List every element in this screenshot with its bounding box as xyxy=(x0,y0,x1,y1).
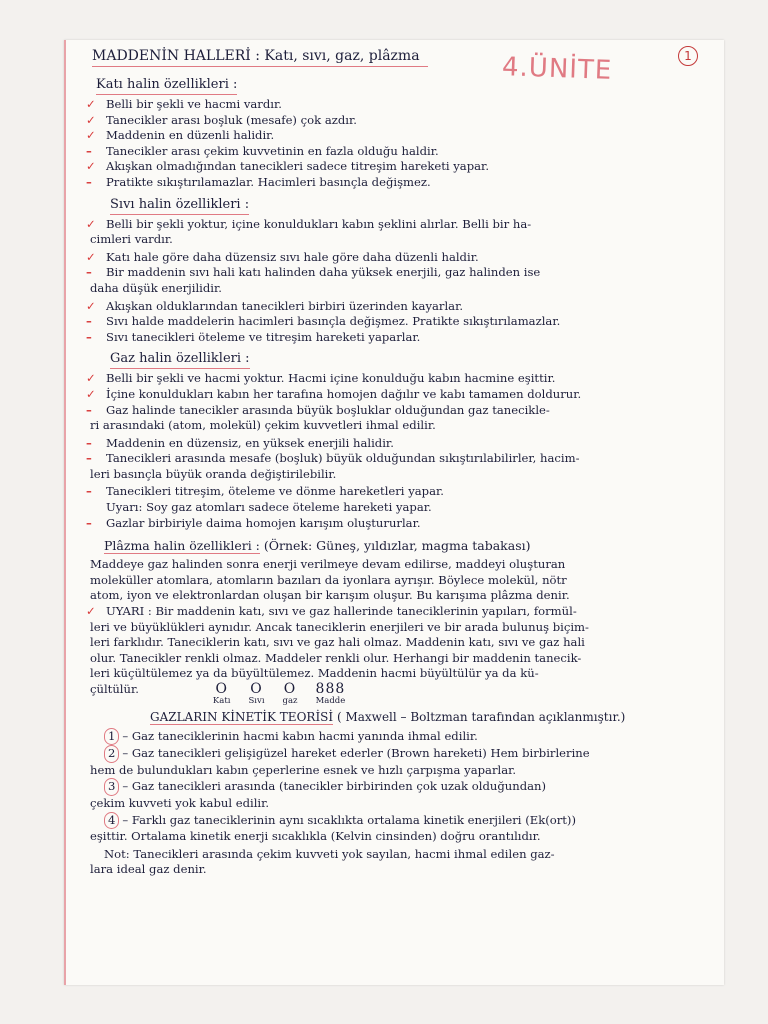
warning-text-line: olur. Tanecikler renkli olmaz. Maddeler renkli olur. Herhangi bir maddenin tanecik- xyxy=(90,650,582,665)
item-number: 1 xyxy=(104,728,119,746)
liquid-item-cont: cimleri vardır. xyxy=(90,232,173,247)
liquid-circle-icon: O xyxy=(250,681,263,697)
solid-item: ✓ Tanecikler arası boşluk (mesafe) çok azdır. xyxy=(86,112,357,127)
kinetic-item: 4 – Farklı gaz taneciklerinin aynı sıcaklıkta ortalama kinetik enerjileri (Ek(ort)) xyxy=(90,812,710,830)
state-label: Sıvı xyxy=(248,696,265,706)
check-mark-icon: ✓ xyxy=(86,112,96,127)
check-mark-icon: ✓ xyxy=(86,159,96,174)
item-number: 4 xyxy=(104,812,119,830)
gas-item: ✓ Belli bir şekli ve hacmi yoktur. Hacmi içine konulduğu kabın hacmine eşittir. xyxy=(86,371,556,386)
dash-mark-icon: – xyxy=(86,402,92,417)
liquid-item: ✓ Katı hale göre daha düzensiz sıvı hale göre daha düzenli haldir. xyxy=(86,249,479,264)
gas-item: – Gazlar birbiriyle daima homojen karışım oluştururlar. xyxy=(86,515,421,530)
dash-mark-icon: – xyxy=(86,174,92,189)
plasma-section xyxy=(86,537,710,708)
dash-mark-icon: – xyxy=(86,435,92,450)
plasma-paragraph-line: Maddeye gaz halinden sonra enerji verilmeye devam edilirse, maddeyi oluşturan xyxy=(90,557,566,572)
dash-mark-icon: – xyxy=(86,484,92,499)
dash-mark-icon: – xyxy=(86,265,92,280)
kinetic-item-cont: eşittir. Ortalama kinetik enerji sıcaklıkla (Kelvin cinsinden) doğru orantılıdır. xyxy=(90,829,541,844)
gas-heading: Gaz halin özellikleri : xyxy=(110,349,250,369)
check-mark-icon: ✓ xyxy=(86,298,96,313)
note-line: lara ideal gaz denir. xyxy=(90,862,207,877)
item-number: 3 xyxy=(104,778,119,796)
plasma-heading: Plâzma halin özellikleri : xyxy=(104,538,260,554)
gas-section xyxy=(86,345,710,531)
liquid-item: ✓ Akışkan olduklarından tanecikleri birbiri üzerinden kayarlar. xyxy=(86,298,464,313)
item-number: 2 xyxy=(104,745,119,763)
liquid-item: – Sıvı halde maddelerin hacimleri basınçla değişmez. Pratikte sıkıştırılamazlar. xyxy=(86,314,561,329)
page-number: 1 xyxy=(678,46,698,66)
gas-item: – Tanecikleri arasında mesafe (boşluk) büyük olduğundan sıkıştırılabilirler, hacim- xyxy=(86,451,580,466)
liquid-heading: Sıvı halin özellikleri : xyxy=(110,195,249,215)
note-line: Not: Tanecikleri arasında çekim kuvveti yok sayılan, hacmi ihmal edilen gaz- xyxy=(104,846,555,861)
kinetic-item-cont: hem de bulundukları kabın çeperlerine esnek ve hızlı çarpışma yaparlar. xyxy=(90,762,517,777)
dash-mark-icon: – xyxy=(86,314,92,329)
kinetic-section xyxy=(90,710,710,878)
state-solid xyxy=(213,682,231,706)
state-label: gaz xyxy=(282,696,298,706)
plasma-paragraph-line: moleküller atomlara, atomların bazıları da iyonlara ayrışır. Böylece molekül, nötr xyxy=(90,572,567,587)
state-gas xyxy=(283,682,298,706)
solid-section xyxy=(86,71,710,191)
unit-label: 4.ÜNİTE xyxy=(501,52,613,86)
page-title: MADDENİN HALLERİ : Katı, sıvı, gaz, plâzma xyxy=(92,46,428,67)
solid-item: – Pratikte sıkıştırılamazlar. Hacimleri basınçla değişmez. xyxy=(86,174,431,189)
solid-circle-icon: O xyxy=(215,681,228,697)
gas-item-cont: leri basınçla büyük oranda değiştirilebilir. xyxy=(90,466,337,481)
gas-item-cont: ri arasındaki (atom, molekül) çekim kuvvetleri ihmal edilir. xyxy=(90,418,436,433)
check-mark-icon: ✓ xyxy=(86,371,96,386)
kinetic-item-cont: çekim kuvveti yok kabul edilir. xyxy=(90,795,270,810)
check-mark-icon: ✓ xyxy=(86,386,96,401)
check-mark-icon: ✓ xyxy=(86,249,96,264)
dash-mark-icon: – xyxy=(86,143,92,158)
check-mark-icon: ✓ xyxy=(86,604,96,619)
gas-item: – Gaz halinde tanecikler arasında büyük boşluklar olduğundan gaz tanecikle- xyxy=(86,402,550,417)
warning-line: ✓ UYARI : Bir maddenin katı, sıvı ve gaz hallerinde taneciklerinin yapıları, formül- xyxy=(86,604,577,619)
solid-item: – Tanecikler arası çekim kuvvetinin en fazla olduğu haldir. xyxy=(86,143,439,158)
kinetic-heading: GAZLARIN KİNETİK TEORİSİ xyxy=(150,710,334,724)
dash-mark-icon: – xyxy=(86,515,92,530)
solid-heading: Katı halin özellikleri : xyxy=(96,75,237,95)
margin-line xyxy=(64,40,66,985)
plasma-example: (Örnek: Güneş, yıldızlar, magma tabakası) xyxy=(263,538,531,554)
liquid-section xyxy=(86,191,710,346)
check-mark-icon: ✓ xyxy=(86,216,96,231)
warning-text-line: leri farklıdır. Taneciklerin katı, sıvı ve gaz hali olmaz. Maddenin katı, sıvı ve gaz hali xyxy=(90,635,585,650)
liquid-item: – Sıvı tanecikleri öteleme ve titreşim hareketi yaparlar. xyxy=(86,329,421,344)
liquid-item-cont: daha düşük enerjilidir. xyxy=(90,280,222,295)
warning-text-line: çültülür. xyxy=(90,682,139,696)
solid-item: ✓ Belli bir şekli ve hacmi vardır. xyxy=(86,97,282,111)
gas-item: ✓ İçine konuldukları kabın her tarafına homojen dağılır ve kabı tamamen doldurur. xyxy=(86,386,582,401)
warning-last-row xyxy=(90,682,710,708)
kinetic-item: 1 – Gaz taneciklerinin hacmi kabın hacmi yanında ihmal edilir. xyxy=(90,728,710,746)
dash-mark-icon: – xyxy=(86,329,92,344)
notebook-page xyxy=(64,40,724,985)
kinetic-item: 2 – Gaz tanecikleri gelişigüzel hareket ederler (Brown hareketi) Hem birbirlerine xyxy=(90,745,710,763)
liquid-item: ✓ Belli bir şekli yoktur, içine konuldukları kabın şeklini alırlar. Belli bir ha- xyxy=(86,216,532,231)
gas-warning: Uyarı: Soy gaz atomları sadece öteleme hareketi yapar. xyxy=(106,500,432,515)
gas-circle-icon: O xyxy=(283,681,297,697)
solid-item: ✓ Maddenin en düzenli halidir. xyxy=(86,128,275,143)
page-content xyxy=(86,46,710,878)
gas-item: – Tanecikleri titreşim, öteleme ve dönme hareketleri yapar. xyxy=(86,484,444,499)
warning-text-line: leri küçültülemez ya da büyültülemez. Maddenin hacmi büyültülür ya da kü- xyxy=(90,666,539,681)
state-matter xyxy=(316,682,346,706)
gas-item: – Maddenin en düzensiz, en yüksek enerjili halidir. xyxy=(86,435,394,450)
solid-item: ✓ Akışkan olmadığından tanecikleri sadece titreşim hareketi yapar. xyxy=(86,159,490,174)
kinetic-item: 3 – Gaz tanecikleri arasında (tanecikler birbirinden çok uzak olduğundan) xyxy=(90,778,710,796)
liquid-item: – Bir maddenin sıvı hali katı halinden daha yüksek enerjili, gaz halinden ise xyxy=(86,265,541,280)
dash-mark-icon: – xyxy=(86,451,92,466)
particle-cluster-icon: 888 xyxy=(315,681,346,697)
state-label: Madde xyxy=(315,696,346,706)
states-diagram xyxy=(213,682,345,706)
plasma-paragraph-line: atom, iyon ve elektronlardan oluşan bir karışım oluşur. Bu karışıma plâzma denir. xyxy=(90,588,570,603)
kinetic-heading-note: ( Maxwell – Boltzman tarafından açıklanmıştır.) xyxy=(336,710,626,724)
warning-label: UYARI : xyxy=(106,604,152,619)
check-mark-icon: ✓ xyxy=(86,128,96,143)
warning-text-line: leri ve büyüklükleri aynıdır. Ancak taneciklerin enerjileri ve bir arada bulunuş biçim- xyxy=(90,619,589,634)
plasma-heading-row xyxy=(104,537,710,555)
check-mark-icon: ✓ xyxy=(86,97,96,111)
state-liquid xyxy=(248,682,264,706)
state-label: Katı xyxy=(212,696,231,706)
kinetic-heading-row xyxy=(150,710,710,726)
